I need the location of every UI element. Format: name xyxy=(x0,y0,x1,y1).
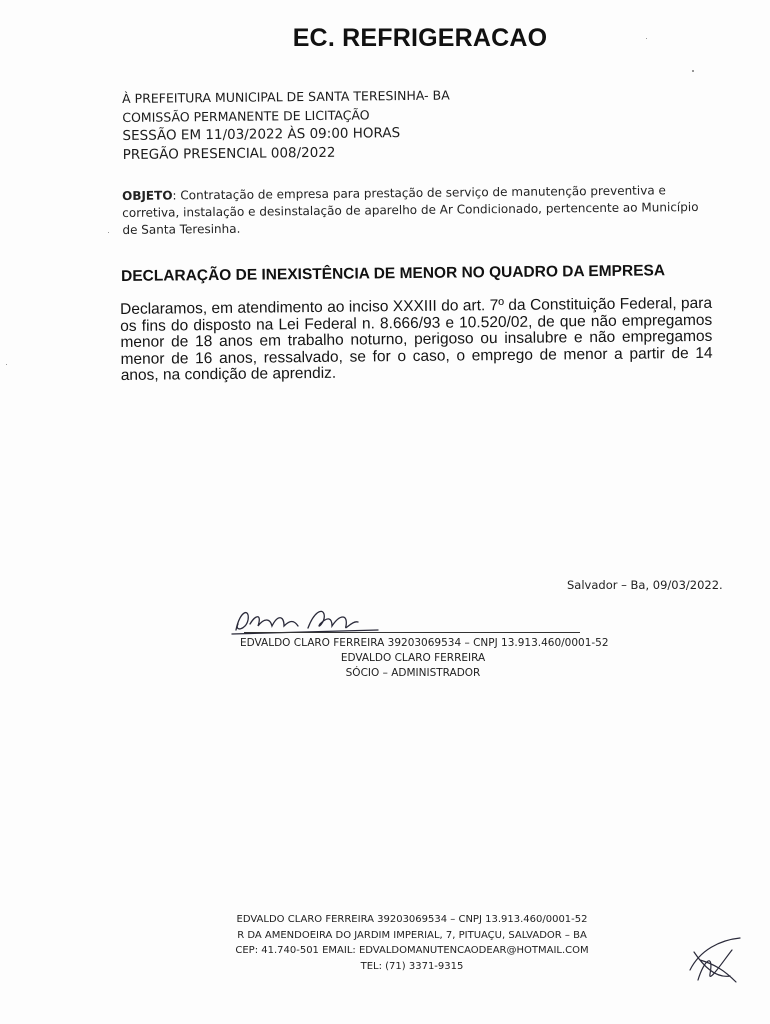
addressee-block xyxy=(122,86,450,165)
objeto-label: OBJETO xyxy=(122,188,173,203)
addressee-line-2: COMISSÃO PERMANENTE DE LICITAÇÃO xyxy=(122,107,370,125)
declaration-title: DECLARAÇÃO DE INEXISTÊNCIA DE MENOR NO QUADRO DA EMPRESA xyxy=(121,262,666,285)
session-line: SESSÃO EM 11/03/2022 ÀS 09:00 HORAS xyxy=(122,125,401,144)
signer-block xyxy=(240,636,609,681)
scan-speck xyxy=(6,364,7,365)
footer-line-1: EDVALDO CLARO FERREIRA 39203069534 – CNPJ 13.913.460/0001-52 xyxy=(236,914,588,925)
signer-role: SÓCIO – ADMINISTRADOR xyxy=(345,667,481,679)
place-date: Salvador – Ba, 09/03/2022. xyxy=(567,578,723,592)
initials-mark xyxy=(680,930,750,990)
company-title: EC. REFRIGERACAO xyxy=(292,24,548,52)
addressee-line-1: À PREFEITURA MUNICIPAL DE SANTA TERESINHA- BA xyxy=(122,87,450,106)
signature-line xyxy=(244,632,580,633)
pregao-line: PREGÃO PRESENCIAL 008/2022 xyxy=(122,144,336,163)
declaration-body: Declaramos, em atendimento ao inciso XXXIII do art. 7º da Constituição Federal, para os fins do disposto na Lei Federal n. 8.666/93 e 10.520/02, de que não empregamos menor de 18 anos em trabalho noturno, perigoso ou insalubre e não empregamos menor de 16 anos, ressalvado, se for o caso, o emprego de menor a partir de 14 anos, na condição de aprendiz. xyxy=(119,294,713,384)
handwritten-signature xyxy=(228,600,388,640)
scan-speck xyxy=(692,70,694,72)
footer-block xyxy=(234,912,590,974)
footer-phone: TEL: (71) 3371-9315 xyxy=(360,960,464,972)
objeto-text: : Contratação de empresa para prestação de serviço de manutenção preventiva e corretiva, instalação e desinstalação de aparelho de Ar Condicionado, pertencente ao Município de Santa Teresinha. xyxy=(122,183,699,237)
signer-name: EDVALDO CLARO FERREIRA xyxy=(340,652,486,664)
scan-speck xyxy=(646,38,647,39)
footer-contact: CEP: 41.740-501 EMAIL: EDVALDOMANUTENCAODEAR@HOTMAIL.COM xyxy=(235,945,589,956)
signer-company-line: EDVALDO CLARO FERREIRA 39203069534 – CNPJ 13.913.460/0001-52 xyxy=(240,637,609,649)
objeto-paragraph xyxy=(122,182,703,239)
footer-address: R DA AMENDOEIRA DO JARDIM IMPERIAL, 7, PITUAÇU, SALVADOR – BA xyxy=(237,929,587,941)
scan-speck xyxy=(108,232,109,233)
